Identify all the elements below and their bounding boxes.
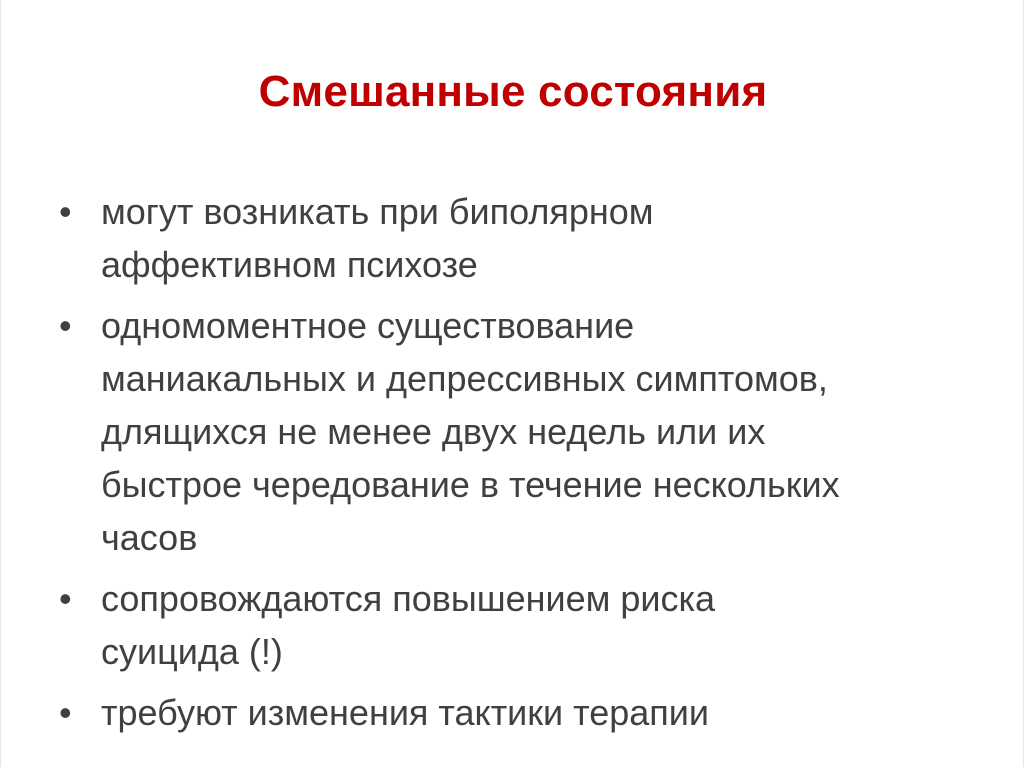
bullet-line: быстрое чередование в течение нескольких [101,464,840,505]
bullet-line: длящихся не менее двух недель или их [101,411,766,452]
slide-title: Смешанные состояния [258,67,768,116]
bullet-line: требуют изменения тактики терапии [101,692,710,733]
bullet-line: могут возникать при биполярном [101,191,654,232]
bullet-item [59,572,979,678]
bullet-icon: • [59,692,72,733]
bullet-line: маниакальных и депрессивных симптомов, [101,358,828,399]
bullet-item [59,686,979,739]
bullet-text [101,299,979,564]
bullet-icon: • [59,305,72,346]
bullet-text [101,686,979,739]
bullet-item [59,299,979,564]
bullet-list [59,185,979,747]
bullet-line: суицида (!) [101,631,283,672]
bullet-icon: • [59,578,72,619]
bullet-item [59,185,979,291]
bullet-icon: • [59,191,72,232]
bullet-line: сопровождаются повышением риска [101,578,716,619]
bullet-line: аффективном психозе [101,244,478,285]
bullet-text [101,572,979,678]
bullet-line: часов [101,517,198,558]
bullet-line: одномоментное существование [101,305,635,346]
bullet-text [101,185,979,291]
